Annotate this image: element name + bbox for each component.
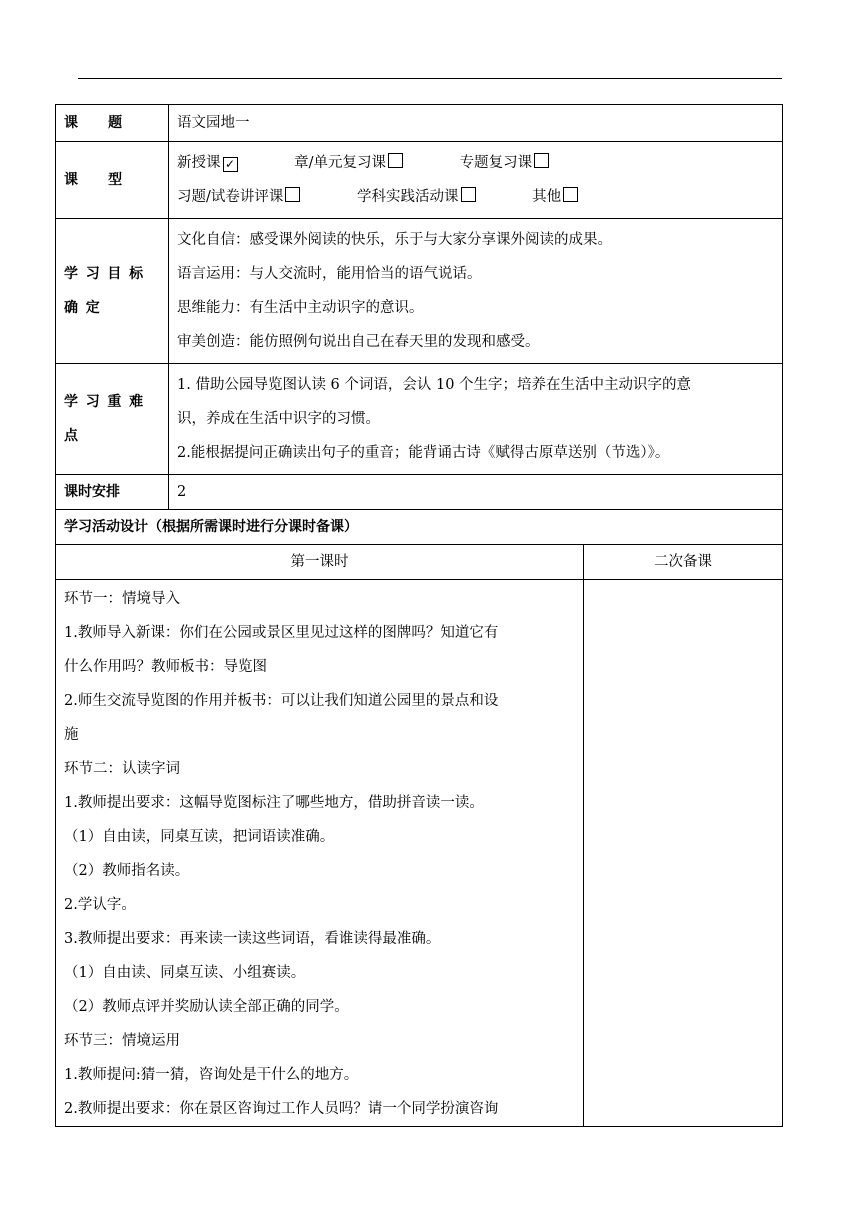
activity-line: 1.教师导入新课：你们在公园或景区里见过这样的图牌吗？知道它有 [64, 625, 499, 641]
option-other [532, 180, 578, 214]
option-new-lesson [177, 146, 238, 180]
key-points-label-line-2: 点 [64, 428, 86, 444]
option-label: 新授课 [177, 155, 221, 171]
activity-line: 1.教师提出要求：这幅导览图标注了哪些地方，借助拼音读一读。 [64, 795, 484, 811]
activity-line: 2.师生交流导览图的作用并板书：可以让我们知道公园里的景点和设 [64, 693, 499, 709]
option-label: 章/单元复习课 [294, 155, 386, 171]
lesson-type-row-1 [177, 146, 774, 180]
activity-row [56, 580, 783, 1127]
checkbox[interactable] [461, 187, 476, 202]
key-points-label-line-1: 学习重难 [64, 394, 151, 410]
objectives-content [169, 219, 783, 364]
lesson-type-label: 课 型 [56, 142, 169, 219]
activity-line: 2.学认字。 [64, 897, 136, 913]
objectives-row [56, 219, 783, 364]
activity-line: （1）自由读、同桌互读、小组赛读。 [64, 965, 306, 981]
option-label: 专题复习课 [459, 155, 533, 171]
key-point-line: 2.能根据提问正确读出句子的重音；能背诵古诗《赋得古原草送别（节选）》。 [177, 445, 670, 461]
header-rule [78, 78, 782, 79]
schedule-value: 2 [169, 475, 783, 510]
option-label: 其他 [532, 189, 562, 205]
lesson-type-row [56, 142, 783, 219]
checkbox[interactable] [388, 153, 403, 168]
checkbox[interactable] [285, 187, 300, 202]
objectives-label-line-2: 确定 [64, 300, 108, 316]
activity-line: 1.教师提问:猜一猜，咨询处是干什么的地方。 [64, 1067, 359, 1083]
option-practice-activity [357, 180, 476, 214]
objective-line: 语言运用：与人交流时，能用恰当的语气说话。 [177, 266, 482, 282]
key-point-line: 1. 借助公园导览图认读 6 个词语，会认 10 个生字；培养在生活中主动识字的意 [177, 377, 692, 393]
schedule-label: 课时安排 [56, 475, 169, 510]
key-points-content [169, 364, 783, 475]
option-topic-review [460, 146, 550, 180]
lesson-plan-table [55, 104, 783, 1127]
objectives-label [56, 219, 169, 364]
second-prep-header: 二次备课 [584, 545, 783, 580]
option-label: 学科实践活动课 [357, 189, 459, 205]
option-exercise-review [177, 180, 300, 214]
key-points-label [56, 364, 169, 475]
activity-line: 环节二：认读字词 [64, 761, 180, 777]
activity-line: 什么作用吗？教师板书：导览图 [64, 659, 267, 675]
second-prep-content[interactable] [584, 580, 783, 1127]
key-point-line: 识，养成在生活中识字的习惯。 [177, 411, 380, 427]
activity-line: 环节一：情境导入 [64, 591, 180, 607]
activity-line: （2）教师指名读。 [64, 863, 190, 879]
activity-line: 2.教师提出要求：你在景区咨询过工作人员吗？请一个同学扮演咨询 [64, 1101, 499, 1117]
checkbox[interactable]: ✓ [223, 157, 238, 172]
first-lesson-header: 第一课时 [56, 545, 584, 580]
topic-row [56, 105, 783, 142]
columns-header-row [56, 545, 783, 580]
activity-line: （2）教师点评并奖励认读全部正确的同学。 [64, 999, 349, 1015]
objectives-label-line-1: 学习目标 [64, 266, 151, 282]
activity-line: 施 [64, 727, 79, 743]
activity-line: 环节三：情境运用 [64, 1033, 180, 1049]
checkbox[interactable] [534, 153, 549, 168]
topic-label: 课 题 [56, 105, 169, 142]
design-header-row [56, 510, 783, 545]
activity-content [56, 580, 584, 1127]
topic-value: 语文园地一 [169, 105, 783, 142]
objective-line: 审美创造：能仿照例句说出自己在春天里的发现和感受。 [177, 334, 540, 350]
lesson-type-options [169, 142, 783, 219]
lesson-type-row-2 [177, 180, 774, 214]
option-unit-review [294, 146, 403, 180]
objective-line: 思维能力：有生活中主动识字的意识。 [177, 300, 424, 316]
key-points-row [56, 364, 783, 475]
activity-line: （1）自由读，同桌互读，把词语读准确。 [64, 829, 335, 845]
activity-line: 3.教师提出要求：再来读一读这些词语，看谁读得最准确。 [64, 931, 441, 947]
design-header: 学习活动设计（根据所需课时进行分课时备课） [56, 510, 783, 545]
schedule-row [56, 475, 783, 510]
objective-line: 文化自信：感受课外阅读的快乐，乐于与大家分享课外阅读的成果。 [177, 232, 612, 248]
option-label: 习题/试卷讲评课 [177, 189, 284, 205]
checkbox[interactable] [563, 187, 578, 202]
